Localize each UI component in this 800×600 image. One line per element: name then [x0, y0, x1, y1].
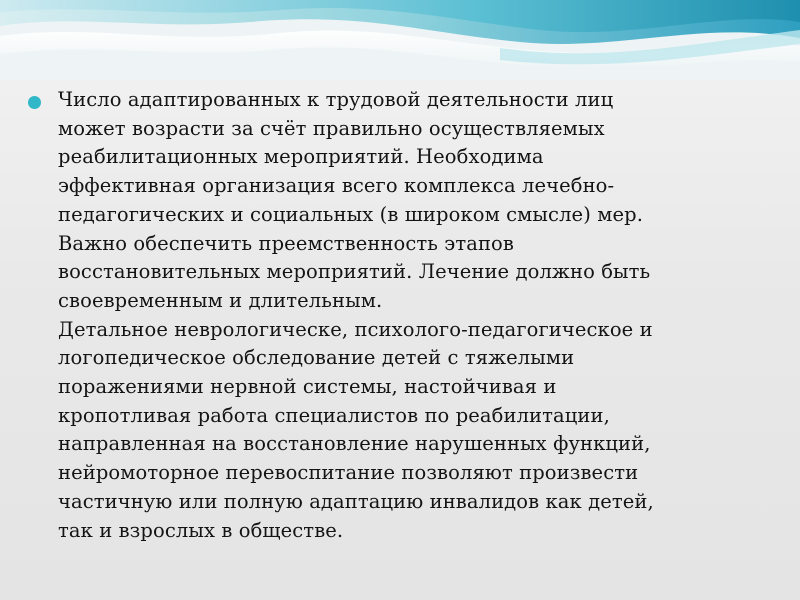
text-line: педагогических и социальных (в широком смысле) мер. — [58, 202, 643, 226]
text-line: логопедическое обследование детей с тяжелыми — [58, 346, 575, 370]
text-line: Число адаптированных к трудовой деятельности лиц — [58, 88, 614, 111]
text-line: реабилитационных мероприятий. Необходима — [58, 145, 544, 169]
text-line: поражениями нервной системы, настойчивая и — [58, 375, 557, 399]
slide-content — [28, 86, 758, 545]
text-line: Детальное неврологическе, психолого-педагогическое и — [58, 317, 653, 341]
circle-bullet-icon — [28, 96, 41, 109]
text-line: нейромоторное перевоспитание позволяют произвести — [58, 461, 639, 485]
text-line: частичную или полную адаптацию инвалидов как детей, — [58, 489, 654, 513]
text-line: эффективная организация всего комплекса лечебно- — [58, 174, 615, 198]
text-line: Важно обеспечить преемственность этапов — [58, 231, 514, 255]
text-line: своевременным и длительным. — [58, 288, 383, 312]
text-line: может возрасти за счёт правильно осуществляемых — [58, 116, 605, 140]
header-wave-decoration — [0, 0, 800, 80]
bullet-text — [58, 86, 758, 545]
text-line: восстановительных мероприятий. Лечение должно быть — [58, 260, 651, 284]
text-line: кропотливая работа специалистов по реабилитации, — [58, 403, 610, 427]
text-line: направленная на восстановление нарушенных функций, — [58, 432, 651, 456]
text-line: так и взрослых в обществе. — [58, 518, 344, 542]
bullet-item — [28, 86, 758, 545]
